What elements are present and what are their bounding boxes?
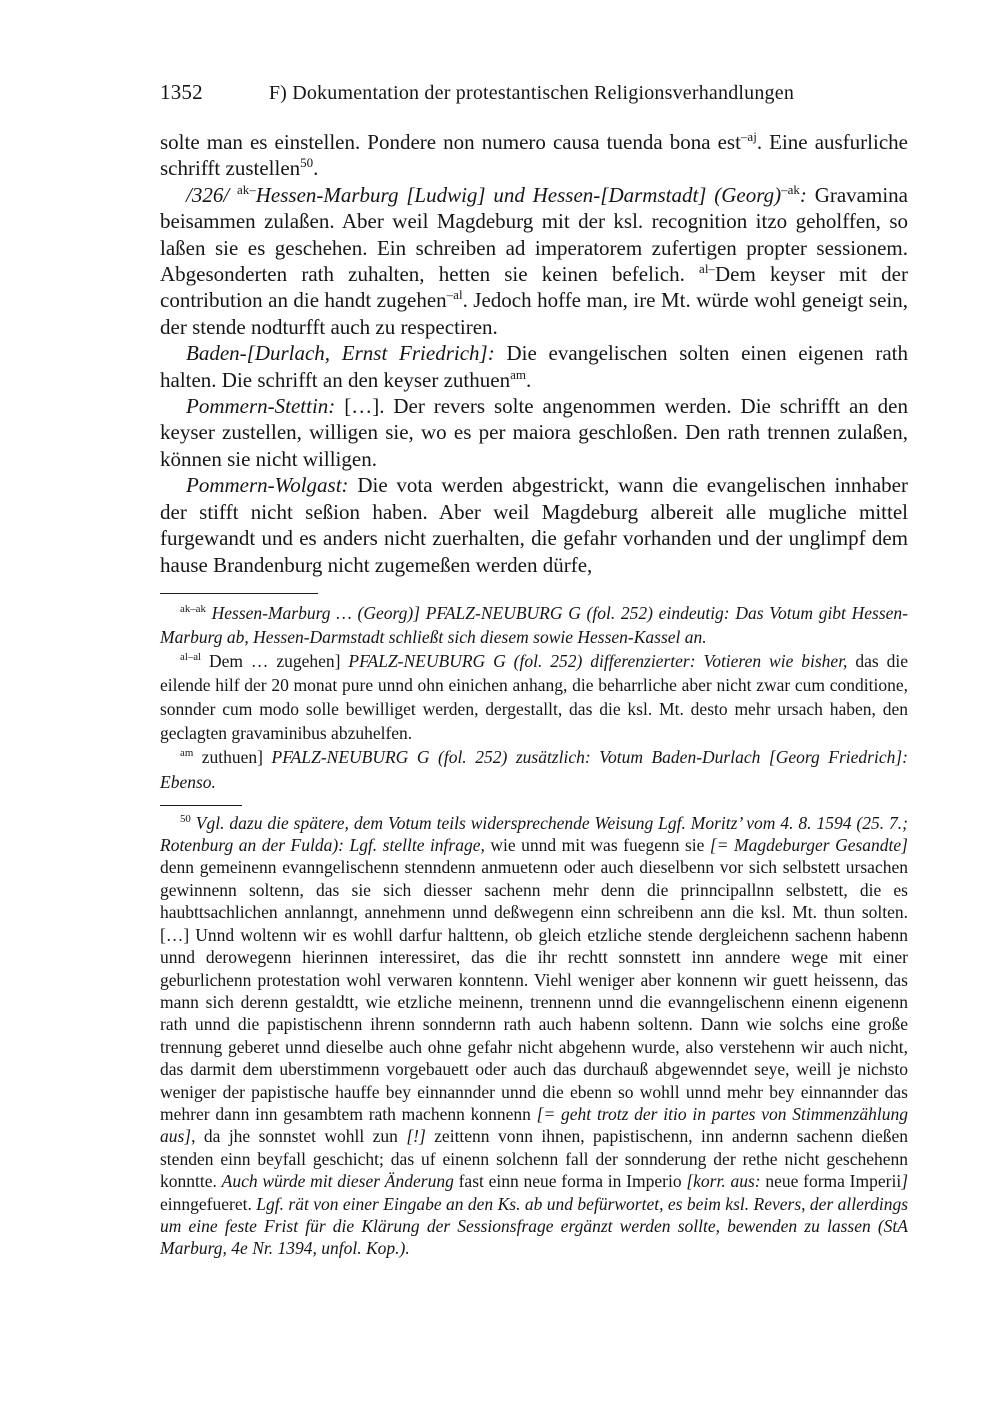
critical-apparatus xyxy=(160,601,908,794)
note-reference-mark: 50 xyxy=(300,155,314,171)
text-segment: PFALZ-NEUBURG G (fol. 252) differenzierter: Votieren wie bisher, xyxy=(348,651,848,672)
footnote-block xyxy=(160,812,908,1260)
page-number: 1352 xyxy=(160,80,203,104)
text-segment: zeittenn vonn ihnen, papistischenn, inn andernn sachenn dießen stenden einn beyfall geschicht; das uf einenn solchenn fall der sonnderung der rethe nicht geschehenn konntte. xyxy=(160,1126,908,1192)
text-segment: [= Magdeburger Gesandte] xyxy=(709,835,908,856)
text-segment: Lgf. rät von einer Eingabe an den Ks. ab und befürwortet, es beim ksl. Revers, der allerdings um eine feste Frist für die Klärung der Sessionsfrage ergänzt werden sollte, bewenden zu lassen (StA Marburg, 4e Nr. 1394, unfol. Kop.). xyxy=(160,1193,909,1259)
note-reference-mark: –aj xyxy=(740,129,757,144)
text-segment: Die evangelischen solten einen eigenen rath halten. Die schrifft an den keyser zuthuen xyxy=(160,341,908,392)
text-segment: . Jedoch hoffe man, ire Mt. würde wohl geneigt sein, der stende nodturfft auch zu respectiren. xyxy=(160,288,909,339)
note-reference-mark: al– xyxy=(699,261,715,277)
text-segment: denn gemeinenn evanngelischenn stenndenn anmuetenn oder auch dieselbenn vor sich selbstett ursachen gewinnenn soltenn, das sie sich diesser sachenn mehr denn die prinncipallnn selbstett, die es haubttsachlichen annlanngt, annehmenn unnd deßwegenn einn schreibenn ann die ksl. Mt. thun solten. […] Unnd woltenn wir es wohll darfur halttenn, ob gleich etzliche stende dergleichenn sachenn habenn unnd derowegenn hierinnen interessiret, das die ihr rechtt sonnstett inn anndere wege mit einer geburlichenn protestation wohl verwaren konntenn. Viehl weniger aber konnenn wir guett heissenn, das mann sich derenn gestaldtt, wie etzliche meinenn, trennenn unnd die evanngelischenn einenn eigenenn rath unnd die papistischenn ihrenn sonndernn rath auch habenn soltenn. Dann wie solchs eine große trennung geberet unnd dieselbe auch ohne gefahr nicht abgehenn wurde, also verstehenn wir auch nicht, das darmit dem uberstimmenn vorgebauett oder auch das durchauß abgewenndet seye, weill je nichsto weniger der papistische hauffe bey einnannder unnd die ebenn so wohll unnd mehr bey einnannder das mehrer dann inn gesambtem rath machenn konnenn xyxy=(160,857,908,1124)
text-segment: : xyxy=(799,182,807,207)
page-header xyxy=(160,80,908,105)
paragraph xyxy=(160,472,908,578)
text-segment: neue forma Imperii xyxy=(760,1171,902,1192)
text-segment: Pommern-Stettin: xyxy=(186,394,336,419)
paragraph xyxy=(160,393,908,472)
text-segment: . xyxy=(313,156,319,181)
text-segment: Gravamina beisammen zulaßen. Aber weil Magdeburg mit der ksl. recognition itzo geholffen, so laßen sie es geschehen. Ein schreiben ad imperatorem zufertigen propter sessionem. Abgesonderten rath zuhalten, hetten sie keinen befelich. xyxy=(160,182,908,287)
text-segment: das die eilende hilf der 20 monat pure unnd ohn einichen anhang, die beharrliche aber nicht zwar cum conditione, sonnder cum modo solle bewilliget werden, dergestallt, das die ksl. Mt. desto mehr ursach haben, den geclagten gravaminibus abzuhelfen. xyxy=(160,651,908,744)
text-segment: Dem keyser mit der contribution an die handt zugehen xyxy=(160,262,908,313)
text-segment: PFALZ-NEUBURG G (fol. 252) zusätzlich: Votum Baden-Durlach [Georg Friedrich]: Ebenso. xyxy=(160,747,908,792)
text-segment: Pommern-Wolgast: xyxy=(186,473,349,498)
paragraph xyxy=(160,745,908,793)
text-segment: solte man es einstellen. Pondere non numero causa tuenda bona est xyxy=(160,130,741,154)
text-segment: Baden-[Durlach, Ernst Friedrich]: xyxy=(186,341,495,366)
text-segment: Dem … zugehen] xyxy=(201,651,349,672)
text-segment: [= geht trotz der itio in partes von Stimmenzählung aus] xyxy=(160,1103,908,1147)
text-segment: [korr. aus: xyxy=(686,1171,761,1192)
text-segment: Hessen-Marburg [Ludwig] und Hessen-[Darmstadt] (Georg) xyxy=(255,182,782,207)
paragraph xyxy=(160,129,908,182)
note-reference-mark: am xyxy=(180,747,194,760)
paragraph xyxy=(160,182,908,340)
note-reference-mark: am xyxy=(510,366,526,382)
apparatus-separator-rule xyxy=(160,593,318,594)
text-segment: wie unnd mit was fuegenn sie xyxy=(484,835,710,856)
text-segment: /326/ xyxy=(186,182,237,207)
text-segment: fast einn neue forma in Imperio xyxy=(453,1171,687,1192)
text-segment: Die vota werden abgestrickt, wann die evangelischen innhaber der stifft nicht seßion haben. Aber weil Magdeburg albereit alle mugliche mittel furgewandt und es anders nicht zuerhalten, die gefahr vorhanden und der unglimpf dem hause Brandenburg nicht zugemeßen werden dürfe, xyxy=(160,473,908,577)
text-segment: [!] xyxy=(406,1126,426,1147)
text-segment: Auch würde mit dieser Änderung xyxy=(221,1171,454,1192)
main-text xyxy=(160,129,908,578)
paragraph xyxy=(160,340,908,393)
paragraph xyxy=(160,812,908,1260)
note-reference-mark: ak– xyxy=(236,181,256,197)
document-page xyxy=(160,80,908,1260)
paragraph xyxy=(160,601,908,649)
note-reference-mark: –ak xyxy=(781,181,800,197)
text-segment: zuthuen] xyxy=(193,747,272,768)
running-title: F) Dokumentation der protestantischen Religionsverhandlungen xyxy=(268,82,795,104)
text-segment: Vgl. dazu die spätere, dem Votum teils widersprechende Weisung Lgf. Moritz’ vom 4. 8. 1594 (25. 7.; Rotenburg an der Fulda): Lgf. stellte infrage, xyxy=(160,812,908,856)
note-reference-mark: al–al xyxy=(180,651,202,664)
text-segment: einngefueret. xyxy=(160,1193,257,1214)
footnote-separator-rule xyxy=(160,805,242,806)
text-segment: . Eine ausfurliche schrifft zustellen xyxy=(160,130,908,181)
text-segment: , da jhe sonnstet wohll zun xyxy=(191,1126,407,1147)
note-reference-mark: –al xyxy=(446,287,463,303)
note-reference-mark: ak–ak xyxy=(180,603,206,616)
note-reference-mark: 50 xyxy=(180,812,191,825)
paragraph xyxy=(160,649,908,745)
text-segment: Hessen-Marburg … (Georg)] PFALZ-NEUBURG G (fol. 252) eindeutig: Das Votum gibt Hessen-Marburg ab, Hessen-Darmstadt schließt sich diesem sowie Hessen-Kassel an. xyxy=(160,602,908,647)
text-segment: […]. Der revers solte angenommen werden. Die schrifft an den keyser zustellen, willigen sie, wo es per maiora geschloßen. Den rath trennen zulaßen, können sie nicht willigen. xyxy=(160,394,908,471)
text-segment: ] xyxy=(901,1171,908,1192)
text-segment: . xyxy=(525,367,532,392)
